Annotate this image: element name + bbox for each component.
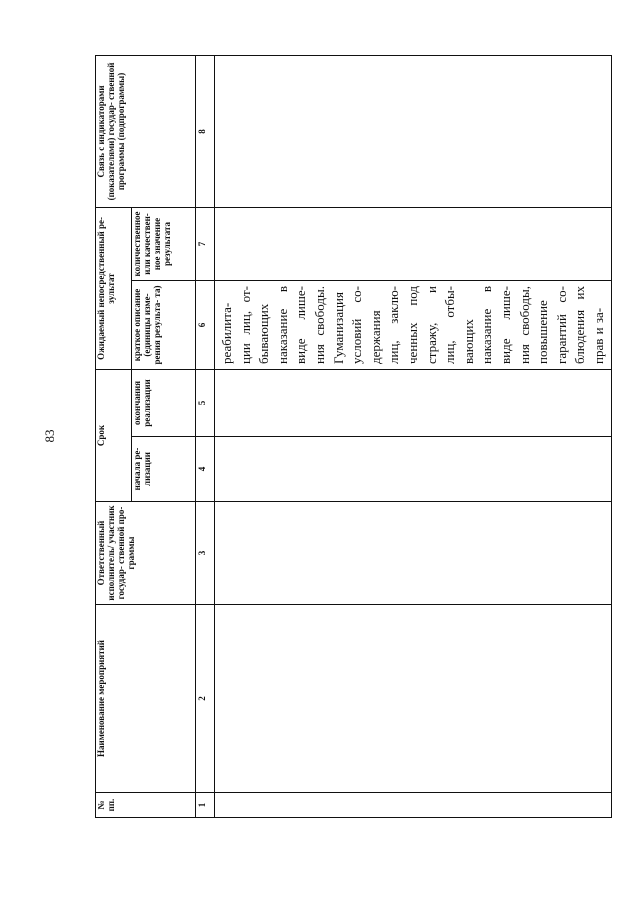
cell-description — [215, 280, 612, 369]
program-activities-table — [95, 55, 612, 818]
column-number: 5 — [196, 369, 215, 436]
cell-number — [215, 793, 612, 818]
column-number: 7 — [196, 207, 215, 280]
header-row-1 — [96, 55, 132, 817]
header-description: краткое описание (единицы изме- рения результа- та) — [132, 280, 196, 369]
cell-indicators — [215, 55, 612, 207]
header-start: начала ре- лизации — [132, 437, 196, 502]
cell-activity-name — [215, 605, 612, 793]
header-responsible: Ответственный исполнитель/ участник государ- ственной про- граммы — [96, 502, 196, 605]
header-number: № пп. — [96, 793, 196, 818]
cell-start — [215, 437, 612, 502]
column-number-row — [196, 55, 215, 817]
cell-value — [215, 207, 612, 280]
table-row — [215, 55, 612, 817]
column-number: 8 — [196, 55, 215, 207]
header-term: Срок — [96, 369, 132, 501]
column-number: 4 — [196, 437, 215, 502]
cell-responsible — [215, 502, 612, 605]
header-value: количественное или качествен- ное значение результата — [132, 207, 196, 280]
page-number: 83 — [42, 429, 57, 443]
result-description-text: реабилита- ции лиц, от- бывающих наказание в виде лише- ния свободы. Гуманизация условий со- держания лиц, заклю- ченных под стражу, и лиц, отбы- вающих наказание в виде лише- ния свободы, повышение гарантий со- блюдения их прав и за- — [219, 285, 606, 364]
rotated-table-container — [95, 56, 606, 818]
column-number: 3 — [196, 502, 215, 605]
header-expected-result: Ожидаемый непосредственный ре- зультат — [96, 207, 132, 369]
column-number: 1 — [196, 793, 215, 818]
column-number: 6 — [196, 280, 215, 369]
header-activity-name: Наименование мероприятий — [96, 605, 196, 793]
cell-end — [215, 369, 612, 436]
header-indicators-link: Связь с индикаторами (показателями) государ- ственной программы (подпрограммы) — [96, 55, 196, 207]
header-end: окончания реализации — [132, 369, 196, 436]
column-number: 2 — [196, 605, 215, 793]
